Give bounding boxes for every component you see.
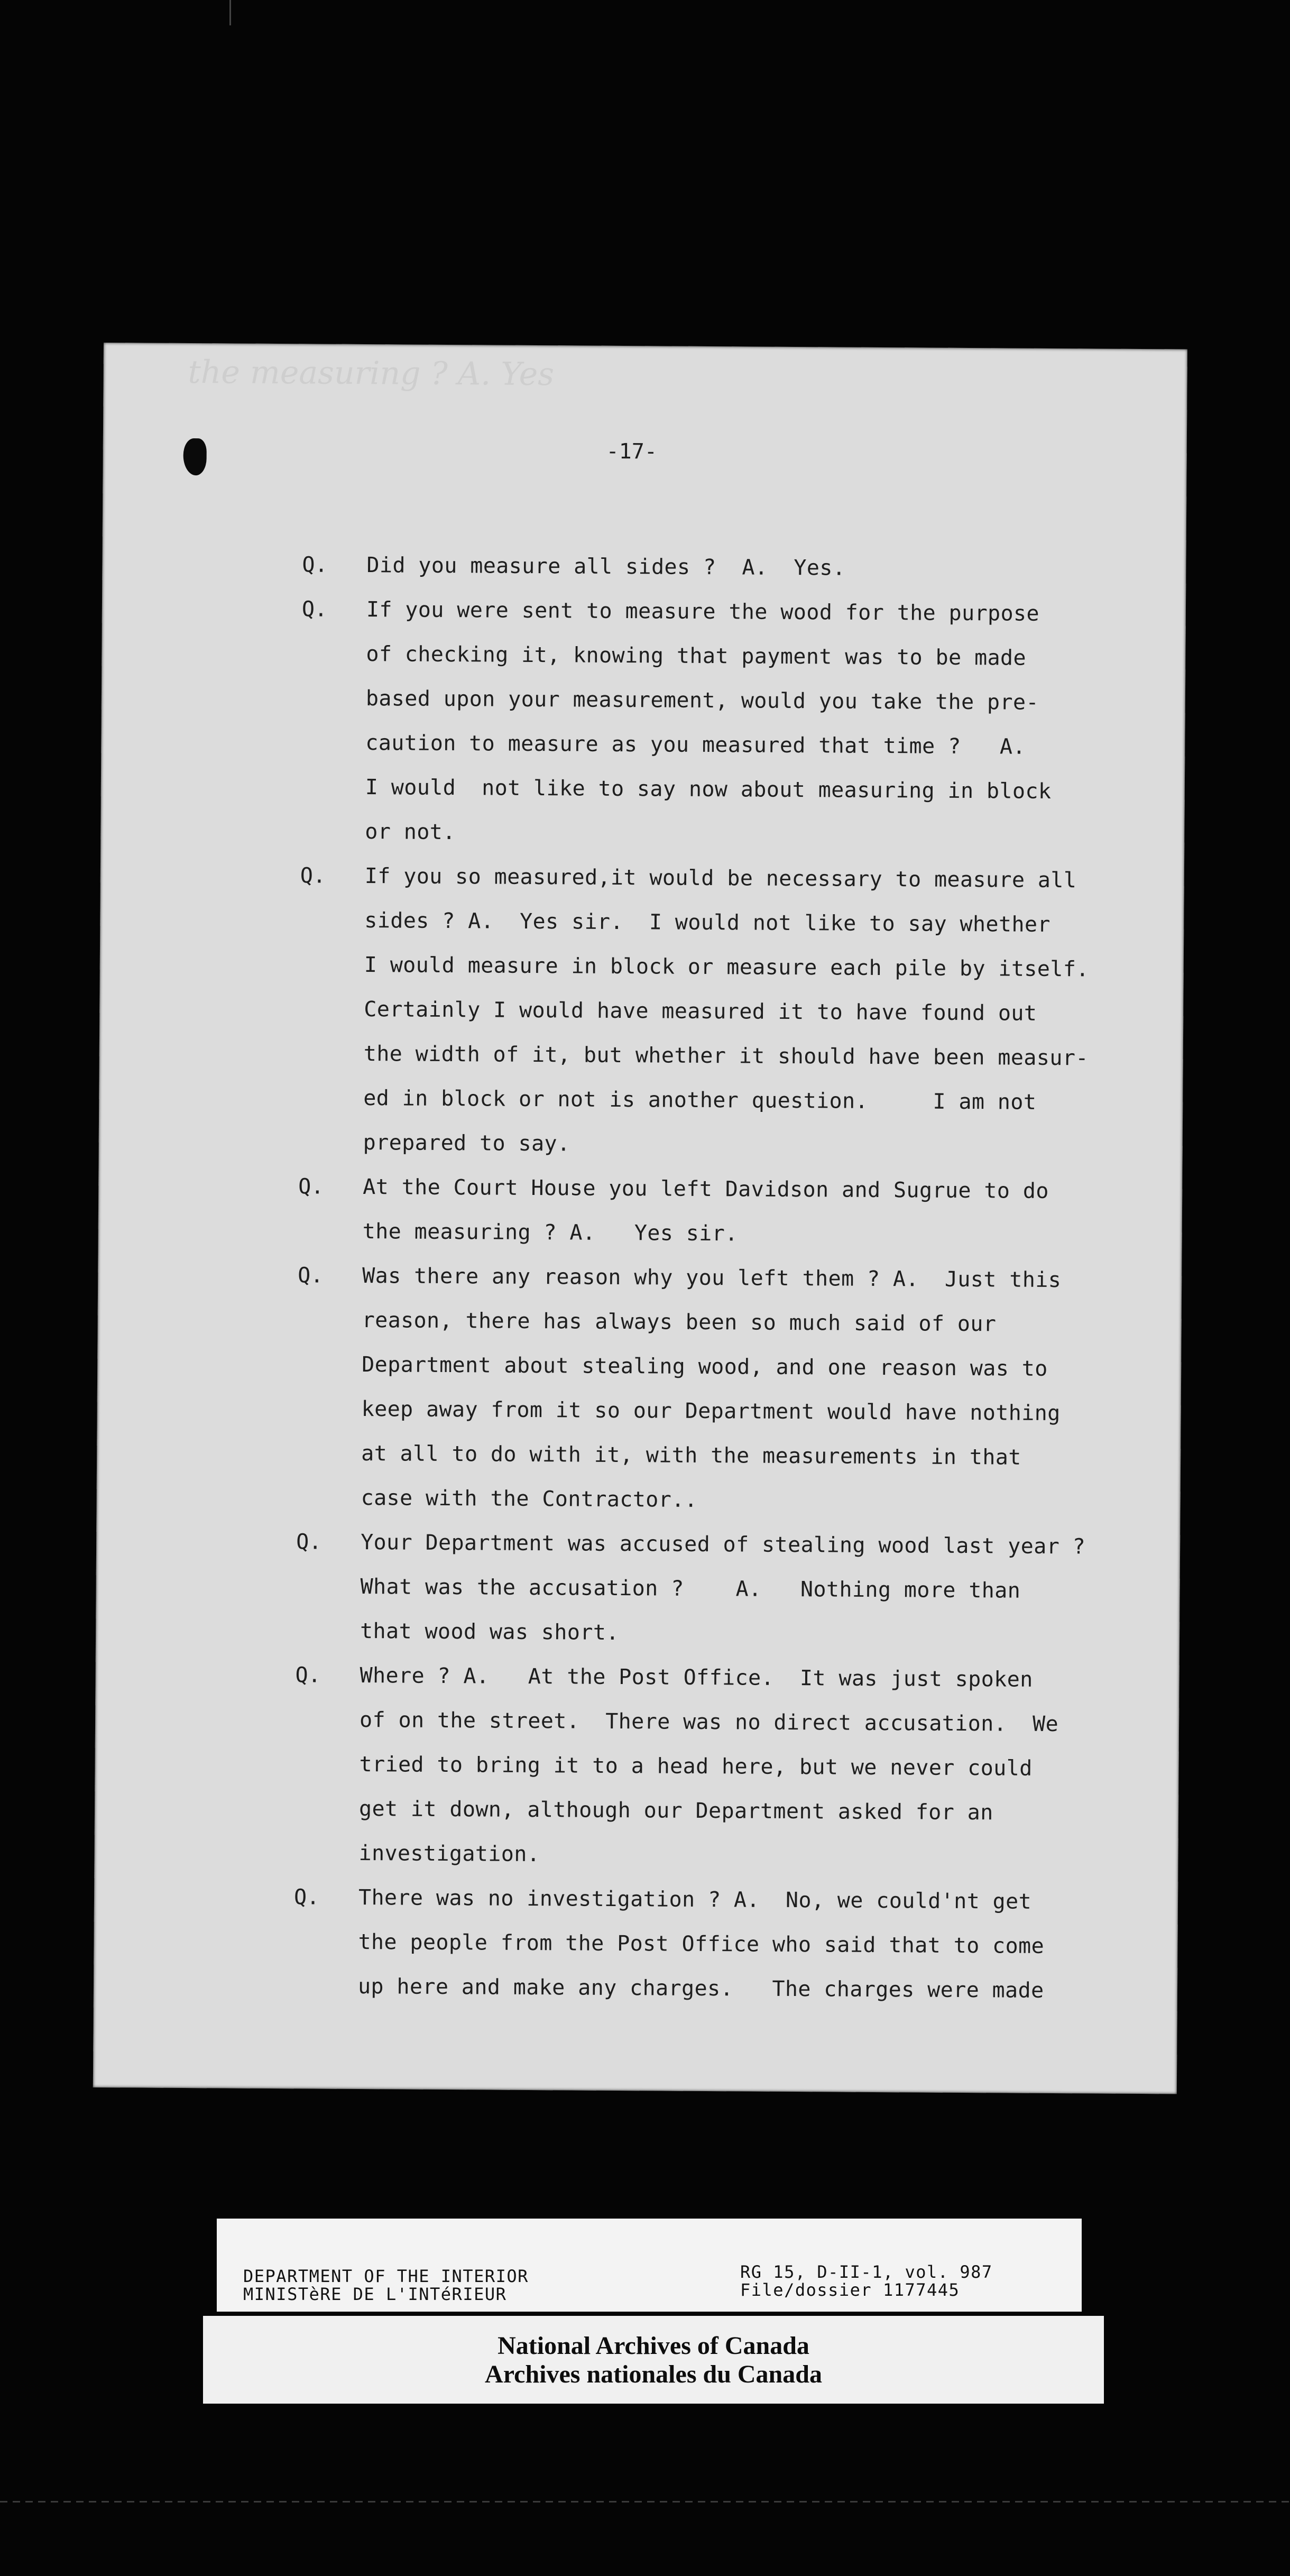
question-marker: Q. bbox=[298, 1174, 324, 1199]
file-reference bbox=[740, 2263, 993, 2299]
question-marker: Q. bbox=[298, 1263, 324, 1288]
text-line: If you so measured,it would be necessary to measure all bbox=[364, 864, 1077, 893]
archives-name-en: National Archives of Canada bbox=[497, 2332, 809, 2360]
text-line: ed in block or not is another question. I am not bbox=[363, 1086, 1037, 1115]
question-marker: Q. bbox=[293, 1885, 320, 1910]
qa-paragraph bbox=[100, 586, 1186, 859]
qa-paragraph bbox=[99, 852, 1185, 1170]
question-marker: Q. bbox=[295, 1663, 321, 1688]
qa-paragraph bbox=[94, 1652, 1180, 1881]
archives-name-fr: Archives nationales du Canada bbox=[485, 2360, 822, 2388]
department-names bbox=[243, 2267, 529, 2303]
text-line: Where ? A. At the Post Office. It was just spoken bbox=[360, 1663, 1033, 1692]
qa-paragraph bbox=[96, 1252, 1182, 1525]
qa-paragraph bbox=[96, 1519, 1181, 1659]
archives-banner bbox=[203, 2316, 1104, 2404]
text-line: reason, there has always been so much said of our bbox=[362, 1308, 997, 1337]
text-line: that wood was short. bbox=[360, 1619, 619, 1645]
text-line: I would measure in block or measure each pile by itself. bbox=[364, 953, 1089, 982]
text-line: Department about stealing wood, and one reason was to bbox=[362, 1353, 1048, 1381]
text-line: keep away from it so our Department would have nothing bbox=[361, 1397, 1061, 1426]
question-marker: Q. bbox=[301, 597, 328, 622]
text-line: of on the street. There was no direct accusation. We bbox=[359, 1708, 1059, 1737]
text-line: at all to do with it, with the measurements in that bbox=[361, 1441, 1021, 1470]
question-marker: Q. bbox=[296, 1530, 322, 1554]
record-group: RG 15, D-II-1, vol. 987 bbox=[740, 2262, 993, 2282]
question-marker: Q. bbox=[300, 863, 326, 888]
text-line: prepared to say. bbox=[363, 1130, 570, 1156]
document-page bbox=[93, 343, 1187, 2094]
department-fr: MINISTèRE DE L'INTéRIEUR bbox=[243, 2284, 507, 2304]
text-line: case with the Contractor.. bbox=[361, 1486, 698, 1512]
text-line: the people from the Post Office who said that to come bbox=[358, 1929, 1045, 1958]
text-line: Your Department was accused of stealing wood last year ? bbox=[361, 1530, 1086, 1559]
text-line: If you were sent to measure the wood for the purpose bbox=[366, 597, 1040, 626]
text-line: of checking it, knowing that payment was to be made bbox=[366, 642, 1027, 670]
text-line: caution to measure as you measured that time ? A. bbox=[365, 731, 1026, 759]
qa-paragraph bbox=[98, 1163, 1182, 1259]
text-line: up here and make any charges. The charges were made bbox=[357, 1974, 1044, 2003]
text-line: sides ? A. Yes sir. I would not like to say whether bbox=[364, 908, 1051, 937]
text-line: Certainly I would have measured it to have found out bbox=[364, 997, 1037, 1026]
text-line: There was no investigation ? A. No, we could'nt get bbox=[358, 1885, 1032, 1914]
film-bottom-edge bbox=[0, 2501, 1290, 2503]
text-line: the width of it, but whether it should have been measur- bbox=[363, 1042, 1089, 1071]
text-line: Was there any reason why you left them ? A. Just this bbox=[362, 1264, 1062, 1293]
text-line: get it down, although our Department asked for an bbox=[358, 1797, 993, 1825]
department-en: DEPARTMENT OF THE INTERIOR bbox=[243, 2266, 529, 2286]
text-line: or not. bbox=[365, 820, 456, 845]
archive-reference-strip bbox=[217, 2219, 1082, 2312]
text-line: the measuring ? A. Yes sir. bbox=[362, 1219, 738, 1246]
text-line: based upon your measurement, would you take the pre- bbox=[365, 686, 1039, 715]
film-edge-mark bbox=[229, 0, 231, 25]
text-line: At the Court House you left Davidson and Sugrue to do bbox=[363, 1175, 1049, 1203]
text-line: tried to bring it to a head here, but we never could bbox=[359, 1752, 1033, 1781]
file-number: File/dossier 1177445 bbox=[740, 2280, 960, 2300]
text-line: I would not like to say now about measuring in block bbox=[365, 775, 1052, 804]
qa-paragraph bbox=[102, 541, 1186, 593]
text-line: What was the accusation ? A. Nothing more than bbox=[360, 1575, 1021, 1603]
question-marker: Q. bbox=[302, 553, 328, 577]
page-number: -17- bbox=[606, 439, 658, 464]
qa-paragraph bbox=[94, 1874, 1178, 2014]
text-line: Did you measure all sides ? A. Yes. bbox=[366, 553, 846, 581]
bleed-through-text: the measuring ? A. Yes bbox=[188, 353, 555, 393]
text-line: investigation. bbox=[358, 1841, 540, 1867]
